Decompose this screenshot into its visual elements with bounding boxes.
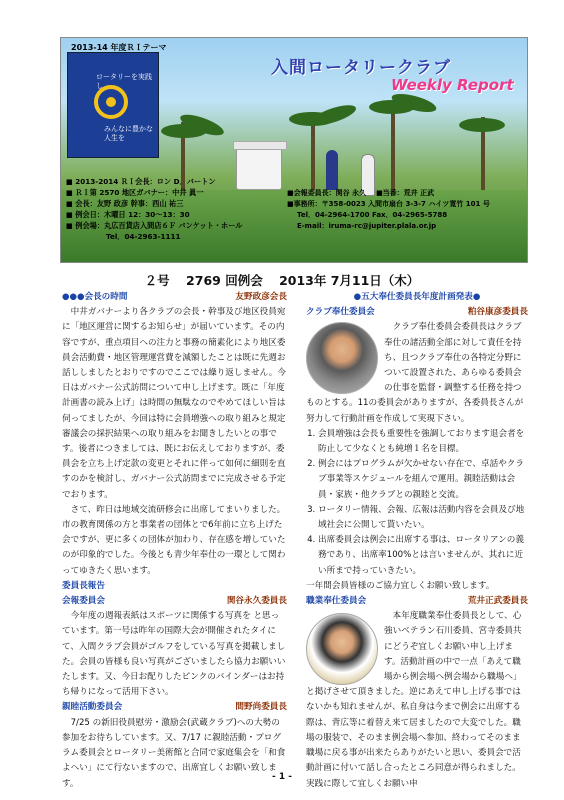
issue-line <box>0 271 564 289</box>
info-line: ■会報委員長：関谷 永久 <box>287 189 367 197</box>
meeting-number: 2769 回例会 <box>186 273 263 288</box>
section-heading <box>62 290 287 305</box>
subsection-heading <box>62 700 287 715</box>
rotary-theme-logo <box>67 52 159 158</box>
list-item: 3. ロータリー情報、会報、広報は活動内容を会員及び地域社会に公開して貰いたい。 <box>318 503 528 533</box>
paragraph: 中井ガバナーより各クラブの会長・幹事及び地区役員宛に「地区運営に関するお知らせ」が届いています。その内容ですが、重点項目への注力と事務の簡素化により地区委員会活動費・地区管理運営費を減額したことは既に先週お話ししましたとおりですのでここでは繰り返しません。今日はガバナー公式訪問について申し上げます。既に「年度計画書の読み上げ」は時間の無駄なのでやめてほしい旨は伺ってましたが、今回は特に会員増強への取り組みと規定審議会の採択結果への取り組みをお聞きしたいとの事です。後者につきましては、既にお伝えしておりますが、委員会を立ち上げ定款の変更とそれに伴って如何に細則を直すのかを検討し、ガバナー公式訪問までに完成させる予定でおります。 <box>62 307 286 500</box>
subsection-title: クラブ奉仕委員会 <box>306 307 375 318</box>
speaker-name: 関谷永久委員長 <box>226 596 287 607</box>
list-item: 2. 例会にはプログラムが欠かせない存在で、卓話やクラブ事業等スケジュールを組んで運用。親睦活動は会員・家族・他クラブとの親睦と交流。 <box>318 457 528 503</box>
info-line: ■ 例会場：丸広百貨店入間店６Ｆ バンケット・ホール <box>66 221 243 230</box>
paragraph: さて、昨日は地域交流研修会に出席してまいりました。市の教育関係の方と事業者の団体とで6年前に立ち上げた会ですが、更に多くの団体が加わり、存在感を増していたのが印象的でした。今後とも青少年奉仕の一環として関わってゆきたく思います。 <box>62 504 286 576</box>
left-column <box>62 290 287 792</box>
subsection-title: 職業奉仕委員会 <box>306 596 367 607</box>
plan-list <box>306 427 528 579</box>
rotary-wheel-icon <box>94 85 128 119</box>
club-title: 入間ロータリークラブ <box>271 58 451 78</box>
info-line: ■ ＲＩ第 2570 地区ガバナー：中井 眞一 <box>66 188 204 197</box>
theme-line-1: ロータリーを実践し <box>96 73 152 90</box>
info-line: Tel．04-2964-1700 Fax．04-2965-5788 <box>297 211 448 219</box>
theme-line-2: みんなに豊かな人生を <box>104 125 153 142</box>
portrait-photo <box>306 322 378 394</box>
palm-frond <box>459 118 505 132</box>
palm-frond <box>310 101 358 129</box>
header-banner <box>60 37 528 263</box>
section-title: ●五大奉仕委員長年度計画発表● <box>353 292 481 302</box>
paragraph: 7/25 の新旧役員慰労・激励会(武蔵クラブ)への大勢の参加をお待ちしています。又、7/17 に親睦活動・プログラム委員会とロータリー美術館と合同で家庭集会を「和食よへい」にて行ないますので、出席宜しくお願い致します。 <box>62 717 286 789</box>
weekly-report-title: Weekly Report <box>391 76 514 94</box>
right-column <box>306 290 528 792</box>
speaker-name: 友野政彦会長 <box>235 292 287 302</box>
paragraph: 本年度職業奉仕委員長として、心強いベテラン石川委員、宮寺委員共にどうぞ宜しくお願い申し上げます。活動計画の中で一点「あえて職場から例会場へ例会場から職場へ」と掲げさせて頂きました。逆にあえて申し上げる事ではないかも知れませんが、私自身は今まで例会に出席する際は、背広等に着替え来て居ましたので大変でした。職場の服装で、そのまま例会場へ参加、終わってそのまま職場に戻る事が出来たらありがたいと思い、委員会で活動計画に付いて話し合ったところ同意が得られました。実践に際して宜しくお願い申 <box>306 611 522 789</box>
info-line: E-mail：iruma-rc@jupiter.plala.or.jp <box>297 222 437 230</box>
subsection-title: 会報委員会 <box>62 596 105 607</box>
info-line: ■ 例会日：木曜日 12：30～13：30 <box>66 210 190 219</box>
paragraph: 今年度の週報表紙はスポーツに関係する写真を と思っています。第一号は昨年の国際大会が開催されたタイにて、入間クラブ会員がゴルフをしている写真を掲載しました。会員の皆様も良い写真がございましたら協力お願いいたします。又、今日お配りしたピンクのバインダーはお持ち帰りになって活用下さい。 <box>62 611 286 698</box>
meeting-date: 2013年 7月11日（木） <box>279 273 420 288</box>
info-line: ■ 2013-2014 ＲＩ会長：ロン D．バートン <box>66 177 216 186</box>
section-heading <box>62 579 287 594</box>
section-title: 委員長報告 <box>62 580 105 591</box>
info-line: ■事務所：〒358-0023 入間市扇台 3-3-7 ハイツ寛竹 101 号 <box>287 200 490 208</box>
paragraph: クラブ奉仕委員会委員長はクラブ奉仕の諸活動全部に対して責任を持ち、且つクラブ奉仕の各特定分野について設置された、あらゆる委員会の仕事を監督・調整する任務を持つものとする。11の委員会がありますが、各委員長さんが努力して行動計画を作成して実現下さい。 <box>306 322 524 424</box>
page-number: - 1 - <box>272 772 292 782</box>
section-heading <box>306 290 528 305</box>
portrait-photo <box>306 613 378 685</box>
section-title: ●●●会長の時間 <box>62 292 128 302</box>
subsection-title: 親睦活動委員会 <box>62 702 123 713</box>
subsection-heading <box>62 594 287 609</box>
club-info-left <box>66 176 242 242</box>
subsection-heading <box>306 594 528 609</box>
closing-line: 一年間会員皆様のご協力宜しくお願い致します。 <box>306 580 495 591</box>
list-item: 1. 会員増強は会長も重要性を強調しております退会者を防止して少なくとも純増１名を目標。 <box>318 427 528 457</box>
info-line: ■ 会長：友野 政彦 幹事：西山 祐三 <box>66 199 184 208</box>
speaker-name: 粕谷康彦委員長 <box>467 307 528 318</box>
club-info-right <box>287 188 490 232</box>
subsection-heading <box>306 305 528 320</box>
speaker-name: 荒井正武委員長 <box>467 596 528 607</box>
golfer-figure <box>326 150 338 190</box>
speaker-name: 間野尚委員長 <box>235 702 287 713</box>
info-line: Tel．04-2963-1111 <box>106 232 181 241</box>
list-item: 4. 出席委員会は例会に出席する事は、ロータリアンの義務であり、出席率100%とは言いませんが、其れに近い所まで持っていきたい。 <box>318 533 528 579</box>
theme-label: 2013-14 年度ＲＩテーマ <box>71 43 167 52</box>
issue-number: ２号 <box>144 273 170 288</box>
golf-cart <box>236 148 282 190</box>
info-line: ■当番：荒井 正武 <box>376 189 435 197</box>
